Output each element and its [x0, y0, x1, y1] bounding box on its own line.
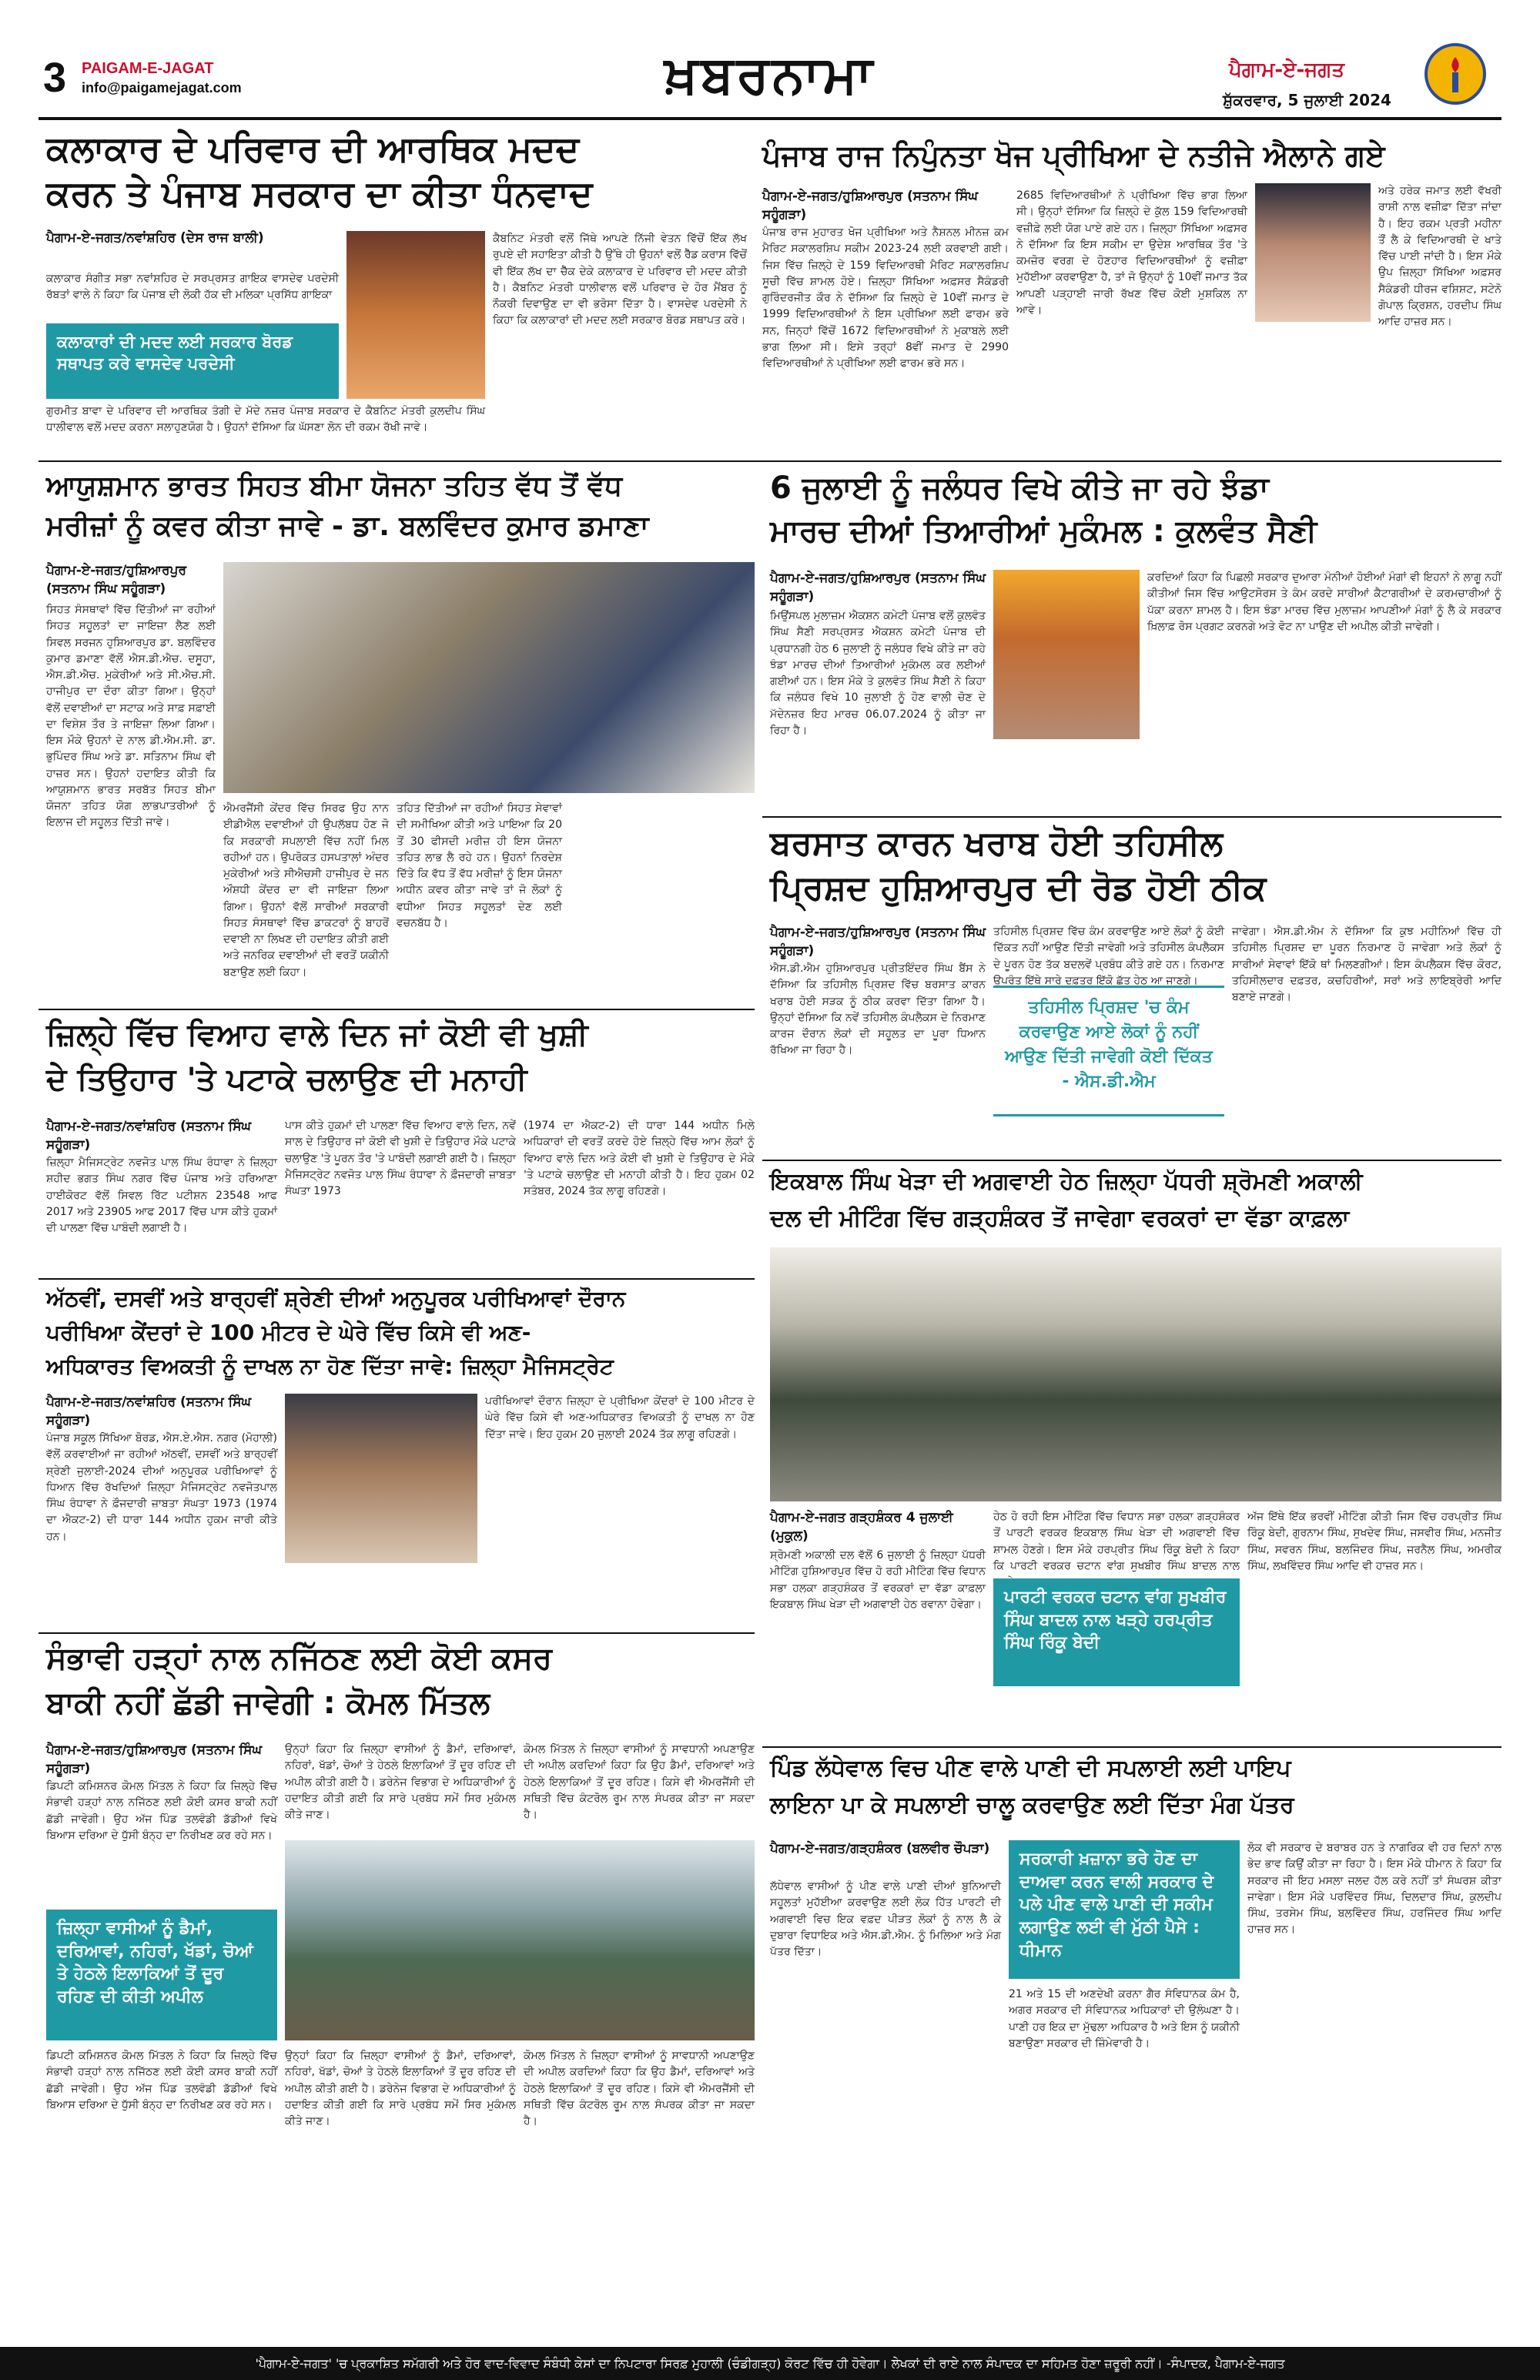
article-body: ਜ਼ਿਲ੍ਹਾ ਮੈਜਿਸਟ੍ਰੇਟ ਨਵਜੋਤ ਪਾਲ ਸਿੰਘ ਰੰਧਾਵਾ ਨੇ ਜ਼ਿਲ੍ਹਾ ਸ਼ਹੀਦ ਭਗਤ ਸਿੰਘ ਨਗਰ ਵਿੱਚ ਪੰਜਾਬ ਅਤੇ ਹਰਿਆਣਾ ਹਾਈਕੋਰਟ ਵੱਲੋਂ ਸਿਵਲ ਰਿੱਟ ਪਟੀਸ਼ਨ 23548 ਆਫ 2017 ਅਤੇ 23905 ਆਫ 2017 ਵਿੱਚ ਪਾਸ ਕੀਤੇ ਹੁਕਮਾਂ ਦੀ ਪਾਲਣਾ ਵਿੱਚ ਪਾਬੰਦੀ ਲਗਾਈ ਹੈ। [46, 1157, 277, 1235]
headline: ਪਰੀਖਿਆ ਕੇਂਦਰਾਂ ਦੇ 100 ਮੀਟਰ ਦੇ ਘੇਰੇ ਵਿੱਚ ਕਿਸੇ ਵੀ ਅਣ- [46, 1320, 531, 1345]
photo-river-inspection [285, 1840, 755, 2040]
article-body: ਕੋਮਲ ਮਿੱਤਲ ਨੇ ਜ਼ਿਲ੍ਹਾ ਵਾਸੀਆਂ ਨੂੰ ਸਾਵਧਾਨੀ ਅਪਣਾਉਣ ਦੀ ਅਪੀਲ ਕਰਦਿਆਂ ਕਿਹਾ ਕਿ ਉਹ ਡੈਮਾਂ, ਦਰਿਆਵਾਂ ਅਤੇ ਹੇਠਲੇ ਇਲਾਕਿਆਂ ਤੋਂ ਦੂਰ ਰਹਿਣ। ਕਿਸੇ ਵੀ ਐਮਰਜੈਂਸੀ ਦੀ ਸਥਿਤੀ ਵਿੱਚ ਕੰਟਰੋਲ ਰੂਮ ਨਾਲ ਸੰਪਰਕ ਕੀਤਾ ਜਾ ਸਕਦਾ ਹੈ। [524, 2050, 755, 2128]
torch-logo-icon [1424, 43, 1486, 105]
page-number: 3 [43, 55, 67, 101]
article-body: ਕਲਾਕਾਰ ਸੰਗੀਤ ਸਭਾ ਨਵਾਂਸ਼ਹਿਰ ਦੇ ਸਰਪ੍ਰਸਤ ਗਾਇਕ ਵਾਸਦੇਵ ਪਰਦੇਸੀ ਰੱਬਤਾਂ ਵਾਲੇ ਨੇ ਕਿਹਾ ਕਿ ਪੰਜਾਬ ਦੀ ਲੋਕੀ ਹੱਕ ਦੀ ਮਲਿਕਾ ਪ੍ਰਸਿੱਧ ਗਾਇਕਾ [46, 273, 339, 302]
article-body: ਡਿਪਟੀ ਕਮਿਸ਼ਨਰ ਕੋਮਲ ਮਿੱਤਲ ਨੇ ਕਿਹਾ ਕਿ ਜ਼ਿਲ੍ਹੇ ਵਿੱਚ ਸੰਭਾਵੀ ਹੜ੍ਹਾਂ ਨਾਲ ਨਜਿੱਠਣ ਲਈ ਕੋਈ ਕਸਰ ਬਾਕੀ ਨਹੀਂ ਛੱਡੀ ਜਾਵੇਗੀ। ਉਹ ਅੱਜ ਪਿੰਡ ਤਲਵੰਡੀ ਡੱਡੀਆਂ ਵਿਖੇ ਬਿਆਸ ਦਰਿਆ ਦੇ ਧੁੱਸੀ ਬੰਨ੍ਹ ਦਾ ਨਿਰੀਖਣ ਕਰ ਰਹੇ ਸਨ। [46, 2050, 277, 2111]
email-link[interactable]: info@paigamejagat.com [82, 80, 242, 95]
headline: ਜ਼ਿਲ੍ਹੇ ਵਿੱਚ ਵਿਆਹ ਵਾਲੇ ਦਿਨ ਜਾਂ ਕੋਈ ਵੀ ਖੁਸ਼ੀ [46, 1017, 588, 1053]
headline: ਪਿੰਡ ਲੱਧੇਵਾਲ ਵਿਚ ਪੀਣ ਵਾਲੇ ਪਾਣੀ ਦੀ ਸਪਲਾਈ ਲਈ ਪਾਇਪ [770, 1755, 1291, 1782]
headline: ਆਯੁਸ਼ਮਾਨ ਭਾਰਤ ਸਿਹਤ ਬੀਮਾ ਯੋਜਨਾ ਤਹਿਤ ਵੱਧ ਤੋਂ ਵੱਧ [46, 470, 623, 502]
byline: ਪੈਗਾਮ-ਏ-ਜਗਤ/ਹੁਸ਼ਿਆਰਪੁਰ (ਸਤਨਾਮ ਸਿੰਘ ਸਹੂੰਗੜਾ) [46, 1742, 262, 1776]
article-body: ਉਨ੍ਹਾਂ ਕਿਹਾ ਕਿ ਜ਼ਿਲ੍ਹਾ ਵਾਸੀਆਂ ਨੂੰ ਡੈਮਾਂ, ਦਰਿਆਵਾਂ, ਨਹਿਰਾਂ, ਖੱਡਾਂ, ਚੋਆਂ ਤੇ ਹੇਠਲੇ ਇਲਾਕਿਆਂ ਤੋਂ ਦੂਰ ਰਹਿਣ ਦੀ ਅਪੀਲ ਕੀਤੀ ਗਈ ਹੈ। ਡਰੇਨੇਜ ਵਿਭਾਗ ਦੇ ਅਧਿਕਾਰੀਆਂ ਨੂੰ ਹਦਾਇਤ ਕੀਤੀ ਗਈ ਕਿ ਸਾਰੇ ਪ੍ਰਬੰਧ ਸਮੇਂ ਸਿਰ ਮੁਕੰਮਲ ਕੀਤੇ ਜਾਣ। [285, 2050, 516, 2128]
article-body: ਪਾਸ ਕੀਤੇ ਹੁਕਮਾਂ ਦੀ ਪਾਲਣਾ ਵਿੱਚ ਵਿਆਹ ਵਾਲੇ ਦਿਨ, ਨਵੇਂ ਸਾਲ ਦੇ ਤਿਉਹਾਰ ਜਾਂ ਕੋਈ ਵੀ ਖੁਸ਼ੀ ਦੇ ਤਿਉਹਾਰ ਮੌਕੇ ਪਟਾਕੇ ਚਲਾਉਣ 'ਤੇ ਪੂਰਨ ਤੌਰ 'ਤੇ ਪਾਬੰਦੀ ਲਗਾਈ ਗਈ ਹੈ। ਜ਼ਿਲ੍ਹਾ ਮੈਜਿਸਟ੍ਰੇਟ ਨਵਜੋਤ ਪਾਲ ਸਿੰਘ ਰੰਧਾਵਾ ਨੇ ਫ਼ੌਜਦਾਰੀ ਜ਼ਾਬਤਾ ਸੰਘਤਾ 1973 [285, 1120, 516, 1198]
headline: 6 ਜੁਲਾਈ ਨੂੰ ਜਲੰਧਰ ਵਿਖੇ ਕੀਤੇ ਜਾ ਰਹੇ ਝੰਡਾ [770, 470, 1269, 506]
byline: ਪੈਗਾਮ-ਏ-ਜਗਤ/ਹੁਸ਼ਿਆਰਪੁਰ (ਸਤਨਾਮ ਸਿੰਘ ਸਹੂੰਗੜਾ) [762, 189, 978, 223]
article-body: 21 ਅਤੇ 15 ਦੀ ਅਣਦੇਖੀ ਕਰਨਾ ਗੈਰ ਸੰਵਿਧਾਨਕ ਕੰਮ ਹੈ, ਅਗਰ ਸਰਕਾਰ ਦੀ ਸੰਵਿਧਾਨਕ ਅਧਿਕਾਰਾਂ ਦੀ ਉਲੰਘਣਾ ਹੈ। ਪਾਣੀ ਹਰ ਇਕ ਦਾ ਮੁੱਢਲਾ ਅਧਿਕਾਰ ਹੈ ਅਤੇ ਇਸ ਨੂੰ ਯਕੀਨੀ ਬਣਾਉਣਾ ਸਰਕਾਰ ਦੀ ਜ਼ਿੰਮੇਵਾਰੀ ਹੈ। [1009, 1988, 1240, 2050]
section-title: ਖ਼ਬਰਨਾਮਾ [665, 45, 875, 105]
headline: ਮਾਰਚ ਦੀਆਂ ਤਿਆਰੀਆਂ ਮੁਕੰਮਲ : ਕੁਲਵੰਤ ਸੈਣੀ [770, 514, 1317, 549]
photo-district-magistrate [285, 1394, 477, 1563]
headline: ਪ੍ਰਿਸ਼ਦ ਹੁਸ਼ਿਆਰਪੁਰ ਦੀ ਰੋਡ ਹੋਈ ਠੀਕ [770, 869, 1267, 908]
pull-quote: ਕਲਾਕਾਰਾਂ ਦੀ ਮਦਦ ਲਈ ਸਰਕਾਰ ਬੋਰਡ ਸਥਾਪਤ ਕਰੇ ਵਾਸਦੇਵ ਪਰਦੇਸੀ [46, 323, 339, 399]
byline: ਪੈਗਾਮ-ਏ-ਜਗਤ/ਹੁਸ਼ਿਆਰਪੁਰ (ਸਤਨਾਮ ਸਿੰਘ ਸਹੂੰਗੜਾ) [770, 925, 986, 959]
article-body: ਕੈਬਨਿਟ ਮੰਤਰੀ ਵਲੋਂ ਜਿੱਥੇ ਆਪਣੇ ਨਿੱਜੀ ਵੇਤਨ ਵਿੱਚੋਂ ਇੱਕ ਲੱਖ ਰੁਪਏ ਦੀ ਸਹਾਇਤਾ ਕੀਤੀ ਹੈ ਉੱਥੇ ਹੀ ਉਹਨਾਂ ਵਲੋਂ ਰੈੱਡ ਕਰਾਸ ਵਿੱਚੋਂ ਵੀ ਇੱਕ ਲੱਖ ਦਾ ਚੈੱਕ ਦੇਕੇ ਕਲਾਕਾਰ ਦੇ ਪਰਿਵਾਰ ਦੀ ਮਦਦ ਕੀਤੀ ਹੈ। ਕੈਬਨਿਟ ਮੰਤਰੀ ਧਾਲੀਵਾਲ ਵਲੋਂ ਪਰਿਵਾਰ ਦੇ ਹੋਰ ਮੈਂਬਰ ਨੂੰ ਨੌਕਰੀ ਦਿਵਾਉਣ ਦਾ ਵੀ ਭਰੋਸਾ ਦਿੱਤਾ ਹੈ। ਵਾਸਦੇਵ ਪਰਦੇਸੀ ਨੇ ਕਿਹਾ ਕਿ ਕਲਾਕਾਰਾਂ ਦੀ ਮਦਦ ਲਈ ਸਰਕਾਰ ਬੋਰਡ ਸਥਾਪਤ ਕਰੇ। [493, 233, 747, 327]
logo-text: ਪੈਗਾਮ-ਏ-ਜਗਤ [1229, 59, 1344, 82]
byline: ਪੈਗਾਮ-ਏ-ਜਗਤ/ਨਵਾਂਸ਼ਹਿਰ (ਸਤਨਾਮ ਸਿੰਘ ਸਹੂੰਗੜਾ) [46, 1119, 252, 1153]
pull-quote: ਸਰਕਾਰੀ ਖ਼ਜ਼ਾਨਾ ਭਰੇ ਹੋਣ ਦਾ ਦਾਅਵਾ ਕਰਨ ਵਾਲੀ ਸਰਕਾਰ ਦੇ ਪਲੇ ਪੀਣ ਵਾਲੇ ਪਾਣੀ ਦੀ ਸਕੀਮ ਲਗਾਉਣ ਲਈ ਵੀ ਮੁੱਠੀ ਪੈਸੇ : ਧੀਮਾਨ [1009, 1840, 1240, 1979]
article-body: ਪੰਜਾਬ ਸਕੂਲ ਸਿੱਖਿਆ ਬੋਰਡ, ਐਸ.ਏ.ਐਸ. ਨਗਰ (ਮੋਹਾਲੀ) ਵੱਲੋਂ ਕਰਵਾਈਆਂ ਜਾ ਰਹੀਆਂ ਅੱਠਵੀਂ, ਦਸਵੀਂ ਅਤੇ ਬਾਰ੍ਹਵੀਂ ਸ਼੍ਰੇਣੀ ਜੁਲਾਈ-2024 ਦੀਆਂ ਅਨੁਪੂਰਕ ਪਰੀਖਿਆਵਾਂ ਨੂੰ ਧਿਆਨ ਵਿੱਚ ਰੱਖਦਿਆਂ ਜ਼ਿਲ੍ਹਾ ਮੈਜਿਸਟ੍ਰੇਟ ਨਵਜੋਤਪਾਲ ਸਿੰਘ ਰੰਧਾਵਾ ਨੇ ਫ਼ੌਜਦਾਰੀ ਜ਼ਾਬਤਾ ਸੰਘਤਾ 1973 (1974 ਦਾ ਐਕਟ-2) ਦੀ ਧਾਰਾ 144 ਅਧੀਨ ਹੁਕਮ ਜਾਰੀ ਕੀਤੇ ਹਨ। [46, 1432, 277, 1543]
headline: ਮਰੀਜ਼ਾਂ ਨੂੰ ਕਵਰ ਕੀਤਾ ਜਾਵੇ - ਡਾ. ਬਲਵਿੰਦਰ ਕੁਮਾਰ ਡਮਾਣਾ [46, 510, 649, 542]
photo-singer [346, 231, 485, 399]
divider [38, 1009, 755, 1010]
headline: ਬਾਕੀ ਨਹੀਂ ਛੱਡੀ ਜਾਵੇਗੀ : ਕੋਮਲ ਮਿੱਤਲ [46, 1685, 490, 1721]
pull-quote: ਤਹਿਸੀਲ ਪ੍ਰਿਸ਼ਦ 'ਚ ਕੰਮ ਕਰਵਾਉਣ ਆਏ ਲੋਕਾਂ ਨੂੰ ਨਹੀਂ ਆਉਣ ਦਿੱਤੀ ਜਾਵੇਗੀ ਕੋਈ ਦਿੱਕਤ - ਐਸ.ਡੀ.ਐਮ [993, 986, 1224, 1116]
photo-kulwant-saini [993, 570, 1140, 739]
brand-name: PAIGAM-E-JAGAT [82, 60, 214, 77]
divider [762, 1160, 1502, 1161]
article-body: ਗੁਰਮੀਤ ਬਾਵਾ ਦੇ ਪਰਿਵਾਰ ਦੀ ਆਰਥਿਕ ਤੰਗੀ ਦੇ ਮੱਦੇ ਨਜ਼ਰ ਪੰਜਾਬ ਸਰਕਾਰ ਦੇ ਕੈਬਨਿਟ ਮੰਤਰੀ ਕੁਲਦੀਪ ਸਿੰਘ ਧਾਲੀਵਾਲ ਵਲੋਂ ਮਦਦ ਕਰਨਾ ਸਲਾਹੁਣਯੋਗ ਹੈ। ਉਹਨਾਂ ਦੱਸਿਆ ਕਿ ਘੱਸਣਾ ਲੋਨ ਦੀ ਰਕਮ ਰੱਖੀ ਜਾਵੇ। [46, 405, 485, 434]
article-body: ਕਰਦਿਆਂ ਕਿਹਾ ਕਿ ਪਿਛਲੀ ਸਰਕਾਰ ਦੁਆਰਾ ਮੰਨੀਆਂ ਹੋਈਆਂ ਮੰਗਾਂ ਵੀ ਇਹਨਾਂ ਨੇ ਲਾਗੂ ਨਹੀਂ ਕੀਤੀਆਂ ਜਿਸ ਵਿੱਚ ਆਉਟਸੋਰਸ ਤੇ ਕੰਮ ਕਰਦੇ ਸਾਰੀਆਂ ਕੈਟਾਗਰੀਆਂ ਦੇ ਕਰਮਚਾਰੀਆਂ ਨੂੰ ਪੱਕਾ ਕਰਨਾ ਸ਼ਾਮਲ ਹੈ। ਇਸ ਝੰਡਾ ਮਾਰਚ ਵਿੱਚ ਮੁਲਾਜ਼ਮ ਆਪਣੀਆਂ ਮੰਗਾਂ ਨੂੰ ਲੈ ਕੇ ਸਰਕਾਰ ਖ਼ਿਲਾਫ਼ ਰੋਸ ਪ੍ਰਗਟ ਕਰਨਗੇ ਅਤੇ ਵੋਟ ਨਾ ਪਾਉਣ ਦੀ ਅਪੀਲ ਕੀਤੀ ਜਾਵੇਗੀ। [1147, 571, 1502, 633]
headline: ਅਧਿਕਾਰਤ ਵਿਅਕਤੀ ਨੂੰ ਦਾਖਲ ਨਾ ਹੋਣ ਦਿੱਤਾ ਜਾਵੇ: ਜ਼ਿਲ੍ਹਾ ਮੈਜਿਸਟ੍ਰੇਟ [46, 1354, 614, 1379]
photo-hospital-visit [223, 562, 755, 793]
article-body: ਤਹਿਤ ਦਿੱਤੀਆਂ ਜਾ ਰਹੀਆਂ ਸਿਹਤ ਸੇਵਾਵਾਂ ਦੀ ਸਮੀਖਿਆ ਕੀਤੀ ਅਤੇ ਪਾਇਆ ਕਿ 20 ਤੋਂ 30 ਫੀਸਦੀ ਮਰੀਜ਼ ਹੀ ਇਸ ਯੋਜਨਾ ਤਹਿਤ ਲਾਭ ਲੈ ਰਹੇ ਹਨ। ਉਹਨਾਂ ਨਿਰਦੇਸ਼ ਦਿੱਤੇ ਕਿ ਵੱਧ ਤੋਂ ਵੱਧ ਮਰੀਜ਼ਾਂ ਨੂੰ ਇਸ ਯੋਜਨਾ ਅਧੀਨ ਕਵਰ ਕੀਤਾ ਜਾਵੇ ਤਾਂ ਜੋ ਲੋਕਾਂ ਨੂੰ ਵਧੀਆ ਸਿਹਤ ਸਹੂਲਤਾਂ ਦੇਣ ਲਈ ਵਚਨਬੱਧ ਹੈ। [397, 802, 562, 929]
article-body: ਐਸ.ਡੀ.ਐਮ ਹੁਸ਼ਿਆਰਪੁਰ ਪ੍ਰੀਤਇੰਦਰ ਸਿੰਘ ਬੈਂਸ ਨੇ ਦੱਸਿਆ ਕਿ ਤਹਿਸੀਲ ਪ੍ਰਿਸ਼ਦ ਵਿੱਚ ਬਰਸਾਤ ਕਾਰਨ ਖਰਾਬ ਹੋਈ ਸੜਕ ਨੂੰ ਠੀਕ ਕਰਵਾ ਦਿੱਤਾ ਗਿਆ ਹੈ। ਉਨ੍ਹਾਂ ਦੱਸਿਆ ਕਿ ਨਵੇਂ ਤਹਿਸੀਲ ਕੰਪਲੈਕਸ ਦੇ ਨਿਰਮਾਣ ਕਾਰਜ ਦੌਰਾਨ ਲੋਕਾਂ ਦੀ ਸਹੂਲਤ ਦਾ ਪੂਰਾ ਧਿਆਨ ਰੱਖਿਆ ਜਾ ਰਿਹਾ ਹੈ। [770, 962, 986, 1057]
article-body: ਸ਼੍ਰੋਮਣੀ ਅਕਾਲੀ ਦਲ ਵੱਲੋਂ 6 ਜੁਲਾਈ ਨੂੰ ਜ਼ਿਲ੍ਹਾ ਪੱਧਰੀ ਮੀਟਿੰਗ ਹੁਸ਼ਿਆਰਪੁਰ ਵਿੱਚ ਹੋ ਰਹੀ ਮੀਟਿੰਗ ਵਿੱਚ ਵਿਧਾਨ ਸਭਾ ਹਲਕਾ ਗੜ੍ਹਸ਼ੰਕਰ ਤੋਂ ਵਰਕਰਾਂ ਦਾ ਵੱਡਾ ਕਾਫ਼ਲਾ ਇਕਬਾਲ ਸਿੰਘ ਖੇੜਾ ਦੀ ਅਗਵਾਈ ਹੇਠ ਰਵਾਨਾ ਹੋਵੇਗਾ। [770, 1549, 986, 1611]
issue-date: ਸ਼ੁੱਕਰਵਾਰ, 5 ਜੁਲਾਈ 2024 [1223, 91, 1391, 109]
pull-quote: ਜ਼ਿਲ੍ਹਾ ਵਾਸੀਆਂ ਨੂੰ ਡੈਮਾਂ, ਦਰਿਆਵਾਂ, ਨਹਿਰਾਂ, ਖੱਡਾਂ, ਚੋਆਂ ਤੇ ਹੇਠਲੇ ਇਲਾਕਿਆਂ ਤੋਂ ਦੂਰ ਰਹਿਣ ਦੀ ਕੀਤੀ ਅਪੀਲ [46, 1910, 277, 2040]
photo-education-officer [1255, 183, 1371, 322]
byline: ਪੈਗਾਮ-ਏ-ਜਗਤ/ਨਵਾਂਸ਼ਹਿਰ (ਸਤਨਾਮ ਸਿੰਘ ਸਹੂੰਗੜਾ) [46, 1394, 252, 1428]
headline: ਦੇ ਤਿਉਹਾਰ 'ਤੇ ਪਟਾਕੇ ਚਲਾਉਣ ਦੀ ਮਨਾਹੀ [46, 1062, 527, 1097]
headline: ਅੱਠਵੀਂ, ਦਸਵੀਂ ਅਤੇ ਬਾਰ੍ਹਵੀਂ ਸ਼੍ਰੇਣੀ ਦੀਆਂ ਅਨੁਪੂਰਕ ਪਰੀਖਿਆਵਾਂ ਦੌਰਾਨ [46, 1286, 626, 1311]
article-body: 2685 ਵਿਦਿਆਰਥੀਆਂ ਨੇ ਪ੍ਰੀਖਿਆ ਵਿੱਚ ਭਾਗ ਲਿਆ ਸੀ। ਉਨ੍ਹਾਂ ਦੱਸਿਆ ਕਿ ਜ਼ਿਲ੍ਹੇ ਦੇ ਕੁੱਲ 159 ਵਿਦਿਆਰਥੀ ਵਜ਼ੀਫ਼ੇ ਲਈ ਯੋਗ ਪਾਏ ਗਏ ਹਨ। ਜ਼ਿਲ੍ਹਾ ਸਿੱਖਿਆ ਅਫ਼ਸਰ ਨੇ ਦੱਸਿਆ ਕਿ ਇਸ ਸਕੀਮ ਦਾ ਉਦੇਸ਼ ਆਰਥਿਕ ਤੌਰ 'ਤੇ ਕਮਜ਼ੋਰ ਵਰਗ ਦੇ ਹੋਣਹਾਰ ਵਿਦਿਆਰਥੀਆਂ ਨੂੰ ਵਜ਼ੀਫ਼ਾ ਮੁਹੱਈਆ ਕਰਵਾਉਣਾ ਹੈ, ਤਾਂ ਜੋ ਉਨ੍ਹਾਂ ਨੂੰ 10ਵੀਂ ਜਮਾਤ ਤੱਕ ਆਪਣੀ ਪੜ੍ਹਾਈ ਜਾਰੀ ਰੱਖਣ ਵਿੱਚ ਕੋਈ ਮੁਸ਼ਕਿਲ ਨਾ ਆਵੇ। [1016, 189, 1247, 316]
article-body: ਅੱਜ ਇੱਥੇ ਇੱਕ ਭਰਵੀਂ ਮੀਟਿੰਗ ਕੀਤੀ ਜਿਸ ਵਿੱਚ ਹਰਪ੍ਰੀਤ ਸਿੰਘ ਰਿੰਕੂ ਬੇਦੀ, ਗੁਰਨਾਮ ਸਿੰਘ, ਸੁਖਦੇਵ ਸਿੰਘ, ਜਸਵੀਰ ਸਿੰਘ, ਮਨਜੀਤ ਸਿੰਘ, ਸਵਰਨ ਸਿੰਘ, ਬਲਜਿੰਦਰ ਸਿੰਘ, ਜਰਨੈਲ ਸਿੰਘ, ਅਮਰੀਕ ਸਿੰਘ, ਲਖਵਿੰਦਰ ਸਿੰਘ ਆਦਿ ਵੀ ਹਾਜ਼ਰ ਸਨ। [1247, 1511, 1502, 1572]
headline: ਦਲ ਦੀ ਮੀਟਿੰਗ ਵਿੱਚ ਗੜ੍ਹਸ਼ੰਕਰ ਤੋਂ ਜਾਵੇਗਾ ਵਰਕਰਾਂ ਦਾ ਵੱਡਾ ਕਾਫ਼ਲਾ [770, 1205, 1350, 1232]
headline: ਬਰਸਾਤ ਕਾਰਨ ਖਰਾਬ ਹੋਈ ਤਹਿਸੀਲ [770, 824, 1224, 863]
headline: ਸੰਭਾਵੀ ਹੜ੍ਹਾਂ ਨਾਲ ਨਜਿੱਠਣ ਲਈ ਕੋਈ ਕਸਰ [46, 1641, 552, 1676]
article-body: (1974 ਦਾ ਐਕਟ-2) ਦੀ ਧਾਰਾ 144 ਅਧੀਨ ਮਿਲੇ ਅਧਿਕਾਰਾਂ ਦੀ ਵਰਤੋਂ ਕਰਦੇ ਹੋਏ ਜ਼ਿਲ੍ਹੇ ਵਿੱਚ ਆਮ ਲੋਕਾਂ ਨੂੰ ਵਿਆਹ ਵਾਲੇ ਦਿਨ ਅਤੇ ਕੋਈ ਵੀ ਖੁਸ਼ੀ ਦੇ ਤਿਉਹਾਰ ਦੇ ਮੌਕੇ 'ਤੇ ਪਟਾਕੇ ਚਲਾਉਣ ਦੀ ਮਨਾਹੀ ਕੀਤੀ ਹੈ। ਇਹ ਹੁਕਮ 02 ਸਤੰਬਰ, 2024 ਤੱਕ ਲਾਗੂ ਰਹਿਣਗੇ। [524, 1120, 755, 1198]
article-body: ਲੋਕ ਵੀ ਸਰਕਾਰ ਦੇ ਬਰਾਬਰ ਹਨ ਤੇ ਨਾਗਰਿਕ ਵੀ ਹਰ ਦਿਨਾਂ ਨਾਲ ਭੇਦ ਭਾਵ ਕਿਉਂ ਕੀਤਾ ਜਾ ਰਿਹਾ ਹੈ। ਇਸ ਮੌਕੇ ਧੀਮਾਨ ਨੇ ਕਿਹਾ ਕਿ ਸਰਕਾਰ ਜੀ ਇਹ ਮਸਲਾ ਜਲਦ ਹੱਲ ਕਰੇ ਨਹੀਂ ਤਾਂ ਸੰਘਰਸ਼ ਕੀਤਾ ਜਾਵੇਗਾ। ਇਸ ਮੌਕੇ ਪਰਵਿੰਦਰ ਸਿੰਘ, ਦਿਲਦਾਰ ਸਿੰਘ, ਕੁਲਦੀਪ ਸਿੰਘ, ਤਰਸੇਮ ਸਿੰਘ, ਬਲਵਿੰਦਰ ਸਿੰਘ, ਹਰਜਿੰਦਰ ਸਿੰਘ ਆਦਿ ਹਾਜ਼ਰ ਸਨ। [1247, 1842, 1502, 1936]
article-body: ਉਨ੍ਹਾਂ ਕਿਹਾ ਕਿ ਜ਼ਿਲ੍ਹਾ ਵਾਸੀਆਂ ਨੂੰ ਡੈਮਾਂ, ਦਰਿਆਵਾਂ, ਨਹਿਰਾਂ, ਖੱਡਾਂ, ਚੋਆਂ ਤੇ ਹੇਠਲੇ ਇਲਾਕਿਆਂ ਤੋਂ ਦੂਰ ਰਹਿਣ ਦੀ ਅਪੀਲ ਕੀਤੀ ਗਈ ਹੈ। ਡਰੇਨੇਜ ਵਿਭਾਗ ਦੇ ਅਧਿਕਾਰੀਆਂ ਨੂੰ ਹਦਾਇਤ ਕੀਤੀ ਗਈ ਕਿ ਸਾਰੇ ਪ੍ਰਬੰਧ ਸਮੇਂ ਸਿਰ ਮੁਕੰਮਲ ਕੀਤੇ ਜਾਣ। [285, 1743, 516, 1822]
article-body: ਪਰੀਖਿਆਵਾਂ ਦੌਰਾਨ ਜ਼ਿਲ੍ਹਾ ਦੇ ਪ੍ਰੀਖਿਆ ਕੇਂਦਰਾਂ ਦੇ 100 ਮੀਟਰ ਦੇ ਘੇਰੇ ਵਿੱਚ ਕਿਸੇ ਵੀ ਅਣ-ਅਧਿਕਾਰਤ ਵਿਅਕਤੀ ਨੂੰ ਦਾਖਲ ਨਾ ਹੋਣ ਦਿੱਤਾ ਜਾਵੇ। ਇਹ ਹੁਕਮ 20 ਜੁਲਾਈ 2024 ਤੱਕ ਲਾਗੂ ਰਹਿਣਗੇ। [485, 1395, 755, 1441]
byline: ਪੈਗਾਮ-ਏ-ਜਗਤ ਗੜ੍ਹਸ਼ੰਕਰ 4 ਜੁਲਾਈ (ਮੁਕੁਲ) [770, 1510, 953, 1544]
byline: ਪੈਗਾਮ-ਏ-ਜਗਤ/ਹੁਸ਼ਿਆਰਪੁਰ (ਸਤਨਾਮ ਸਿੰਘ ਸਹੂੰਗੜਾ) [46, 563, 187, 597]
divider [38, 460, 1502, 462]
masthead [0, 0, 1540, 115]
article-body: ਮਿਉਂਸਪਲ ਮੁਲਾਜ਼ਮ ਐਕਸ਼ਨ ਕਮੇਟੀ ਪੰਜਾਬ ਵਲੋਂ ਕੁਲਵੰਤ ਸਿੰਘ ਸੈਣੀ ਸਰਪ੍ਰਸਤ ਐਕਸ਼ਨ ਕਮੇਟੀ ਪੰਜਾਬ ਦੀ ਪ੍ਰਧਾਨਗੀ ਹੇਠ 6 ਜੁਲਾਈ ਨੂੰ ਜਲੰਧਰ ਵਿਖੇ ਕੀਤੇ ਜਾ ਰਹੇ ਝੰਡਾ ਮਾਰਚ ਦੀਆਂ ਤਿਆਰੀਆਂ ਮੁਕੰਮਲ ਕਰ ਲਈਆਂ ਗਈਆਂ ਹਨ। ਇਸ ਮੌਕੇ ਤੇ ਕੁਲਵੰਤ ਸਿੰਘ ਸੈਣੀ ਨੇ ਕਿਹਾ ਕਿ ਜਲੰਧਰ ਵਿਖੇ 10 ਜੁਲਾਈ ਨੂੰ ਹੋਣ ਵਾਲੀ ਚੋਣ ਦੇ ਮੱਦੇਨਜ਼ਰ ਇਹ ਮਾਰਚ 06.07.2024 ਨੂੰ ਕੀਤਾ ਜਾ ਰਿਹਾ ਹੈ। [770, 610, 986, 737]
divider [38, 1632, 755, 1634]
article-body: ਅਤੇ ਹਰੇਕ ਜਮਾਤ ਲਈ ਵੱਖਰੀ ਰਾਸ਼ੀ ਨਾਲ ਵਜ਼ੀਫ਼ਾ ਦਿੱਤਾ ਜਾਂਦਾ ਹੈ। ਇਹ ਰਕਮ ਪ੍ਰਤੀ ਮਹੀਨਾ ਤੌਂ ਲੈ ਕੇ ਵਿਦਿਆਰਥੀ ਦੇ ਖਾਤੇ ਵਿੱਚ ਪਾਈ ਜਾਂਦੀ ਹੈ। ਇਸ ਮੌਕੇ ਉਪ ਜ਼ਿਲ੍ਹਾ ਸਿੱਖਿਆ ਅਫ਼ਸਰ ਸੈਕੰਡਰੀ ਧੀਰਜ ਵਸ਼ਿਸ਼ਟ, ਸਟੇਨੋ ਗੋਪਾਲ ਕ੍ਰਿਸ਼ਨ, ਹਰਦੀਪ ਸਿੰਘ ਆਦਿ ਹਾਜ਼ਰ ਸਨ। [1378, 185, 1502, 329]
byline: ਪੈਗਾਮ-ਏ-ਜਗਤ/ਨਵਾਂਸ਼ਹਿਰ (ਦੇਸ ਰਾਜ ਬਾਲੀ) [46, 230, 264, 246]
divider [762, 1746, 1502, 1748]
article-body: ਲੱਧੇਵਾਲ ਵਾਸੀਆਂ ਨੂੰ ਪੀਣ ਵਾਲੇ ਪਾਣੀ ਦੀਆਂ ਬੁਨਿਆਦੀ ਸਹੂਲਤਾਂ ਮੁਹੱਈਆ ਕਰਵਾਉਣ ਲਈ ਲੋਕ ਹਿੱਤ ਪਾਰਟੀ ਦੀ ਅਗਵਾਈ ਵਿਚ ਇਕ ਵਫ਼ਦ ਪੀੜਤ ਲੋਕਾਂ ਨੂੰ ਨਾਲ ਲੈ ਕੇ ਦੁਬਾਰਾ ਵਿਧਾਇਕ ਅਤੇ ਐਸ.ਡੀ.ਐਮ. ਨੂੰ ਮਿਲਿਆ ਅਤੇ ਮੰਗ ਪੱਤਰ ਦਿੱਤਾ। [770, 1880, 1001, 1959]
headline: ਲਾਇਨਾ ਪਾ ਕੇ ਸਪਲਾਈ ਚਾਲੂ ਕਰਵਾਉਣ ਲਈ ਦਿੱਤਾ ਮੰਗ ਪੱਤਰ [770, 1792, 1294, 1819]
headline: ਕਲਾਕਾਰ ਦੇ ਪਰਿਵਾਰ ਦੀ ਆਰਥਿਕ ਮਦਦ [46, 128, 580, 169]
article-body: ਐਮਰਜੈਂਸੀ ਕੇਂਦਰ ਵਿੱਚ ਸਿਰਫ ਉਹ ਨਾਨ ਈਡੀਐਲ ਦਵਾਈਆਂ ਹੀ ਉਪਲੱਬਧ ਹੋਣ ਜੋ ਕਿ ਸਰਕਾਰੀ ਸਪਲਾਈ ਵਿੱਚ ਨਹੀਂ ਮਿਲ ਰਹੀਆਂ ਹਨ। ਉਪਰੋਕਤ ਹਸਪਤਾਲਾਂ ਅੰਦਰ ਮੁਕੇਰੀਆਂ ਅਤੇ ਸੀਐਚਸੀ ਹਾਜੀਪੁਰ ਦੇ ਜਨ ਔਸ਼ਧੀ ਕੇਂਦਰ ਦਾ ਵੀ ਜਾਇਜ਼ਾ ਲਿਆ ਗਿਆ। ਉਹਨਾਂ ਵੱਲੋਂ ਸਾਰੀਆਂ ਸਰਕਾਰੀ ਸਿਹਤ ਸੰਸਥਾਵਾਂ ਵਿੱਚ ਡਾਕਟਰਾਂ ਨੂੰ ਬਾਹਰੋਂ ਦਵਾਈ ਨਾ ਲਿਖਣ ਦੀ ਹਦਾਇਤ ਕੀਤੀ ਗਈ ਅਤੇ ਜਨਰਿਕ ਦਵਾਈਆਂ ਦੀ ਵਰਤੋਂ ਯਕੀਨੀ ਬਣਾਉਣ ਲਈ ਕਿਹਾ। [223, 802, 389, 979]
article-body: ਤਹਿਸੀਲ ਪ੍ਰਿਸ਼ਦ ਵਿੱਚ ਕੰਮ ਕਰਵਾਉਣ ਆਏ ਲੋਕਾਂ ਨੂੰ ਕੋਈ ਦਿੱਕਤ ਨਹੀਂ ਆਉਣ ਦਿੱਤੀ ਜਾਵੇਗੀ ਅਤੇ ਤਹਿਸੀਲ ਕੰਪਲੈਕਸ ਦੇ ਪੂਰਨ ਹੋਣ ਤੱਕ ਬਦਲਵੇਂ ਪ੍ਰਬੰਧ ਕੀਤੇ ਗਏ ਹਨ। ਨਿਰਮਾਣ ਉਪਰੰਤ ਇੱਥੇ ਸਾਰੇ ਦਫ਼ਤਰ ਇੱਕੋ ਛੱਤ ਹੇਠ ਆ ਜਾਣਗੇ। [993, 926, 1224, 987]
headline: ਕਰਨ ਤੇ ਪੰਜਾਬ ਸਰਕਾਰ ਦਾ ਕੀਤਾ ਧੰਨਵਾਦ [46, 172, 593, 214]
divider [38, 1278, 755, 1280]
headline: ਇਕਬਾਲ ਸਿੰਘ ਖੇੜਾ ਦੀ ਅਗਵਾਈ ਹੇਠ ਜ਼ਿਲ੍ਹਾ ਪੱਧਰੀ ਸ਼੍ਰੋਮਣੀ ਅਕਾਲੀ [770, 1168, 1363, 1195]
masthead-rule [38, 117, 1502, 120]
byline: ਪੈਗਾਮ-ਏ-ਜਗਤ/ਗੜ੍ਹਸ਼ੰਕਰ (ਬਲਵੀਰ ਚੌਪੜਾ) [770, 1841, 990, 1856]
article-body: ਹੇਠ ਹੋ ਰਹੀ ਇਸ ਮੀਟਿੰਗ ਵਿੱਚ ਵਿਧਾਨ ਸਭਾ ਹਲਕਾ ਗੜ੍ਹਸ਼ੰਕਰ ਤੋਂ ਪਾਰਟੀ ਵਰਕਰ ਇਕਬਾਲ ਸਿੰਘ ਖੇੜਾ ਦੀ ਅਗਵਾਈ ਵਿੱਚ ਸ਼ਾਮਲ ਹੋਣਗੇ। ਇਸ ਮੌਕੇ ਹਰਪ੍ਰੀਤ ਸਿੰਘ ਰਿੰਕੂ ਬੇਦੀ ਨੇ ਕਿਹਾ ਕਿ ਪਾਰਟੀ ਵਰਕਰ ਚਟਾਨ ਵਾਂਗ ਸੁਖਬੀਰ ਸਿੰਘ ਬਾਦਲ ਨਾਲ [993, 1511, 1240, 1572]
article-body: ਸਿਹਤ ਸੰਸਥਾਵਾਂ ਵਿੱਚ ਦਿੱਤੀਆਂ ਜਾ ਰਹੀਆਂ ਸਿਹਤ ਸਹੂਲਤਾਂ ਦਾ ਜਾਇਜ਼ਾ ਲੈਣ ਲਈ ਸਿਵਲ ਸਰਜਨ ਹੁਸ਼ਿਆਰਪੁਰ ਡਾ. ਬਲਵਿੰਦਰ ਕੁਮਾਰ ਡਮਾਣਾ ਵੱਲੋਂ ਐਸ.ਡੀ.ਐਚ. ਦਸੂਹਾ, ਐਸ.ਡੀ.ਐਚ. ਮੁਕੇਰੀਆਂ ਅਤੇ ਸੀ.ਐਚ.ਸੀ. ਹਾਜੀਪੁਰ ਦਾ ਦੌਰਾ ਕੀਤਾ ਗਿਆ। ਉਨ੍ਹਾਂ ਵੱਲੋਂ ਦਵਾਈਆਂ ਦਾ ਸਟਾਕ ਅਤੇ ਸਾਫ਼ ਸਫ਼ਾਈ ਦਾ ਵਿਸ਼ੇਸ਼ ਤੌਰ ਤੇ ਜਾਇਜ਼ਾ ਲਿਆ ਗਿਆ। ਇਸ ਮੌਕੇ ਉਹਨਾਂ ਦੇ ਨਾਲ ਡੀ.ਐਮ.ਸੀ. ਡਾ. ਭੁਪਿੰਦਰ ਸਿੰਘ ਅਤੇ ਡਾ. ਸਤਿਨਾਮ ਸਿੰਘ ਵੀ ਹਾਜ਼ਰ ਸਨ। ਉਹਨਾਂ ਹਦਾਇਤ ਕੀਤੀ ਕਿ ਆਯੁਸ਼ਮਾਨ ਭਾਰਤ ਸਰਬੱਤ ਸਿਹਤ ਬੀਮਾ ਯੋਜਨਾ ਤਹਿਤ ਯੋਗ ਲਾਭਪਾਤਰੀਆਂ ਨੂੰ ਇਲਾਜ ਦੀ ਸਹੂਲਤ ਦਿੱਤੀ ਜਾਵੇ। [46, 604, 216, 829]
footer-disclaimer: 'ਪੈਗਾਮ-ਏ-ਜਗਤ' 'ਚ ਪ੍ਰਕਾਸ਼ਿਤ ਸਮੱਗਰੀ ਅਤੇ ਹੋਰ ਵਾਦ-ਵਿਵਾਦ ਸੰਬੰਧੀ ਕੇਸਾਂ ਦਾ ਨਿਪਟਾਰਾ ਸਿਰਫ਼ ਮੁਹਾਲੀ (ਚੰਡੀਗੜ੍ਹ) ਕੋਰਟ ਵਿੱਚ ਹੀ ਹੋਵੇਗਾ। ਲੇਖਕਾਂ ਦੀ ਰਾਏ ਨਾਲ ਸੰਪਾਦਕ ਦਾ ਸਹਿਮਤ ਹੋਣਾ ਜ਼ਰੂਰੀ ਨਹੀਂ। -ਸੰਪਾਦਕ, ਪੈਗਾਮ-ਏ-ਜਗਤ [0, 2347, 1540, 2380]
article-body: ਪੰਜਾਬ ਰਾਜ ਮੁਹਾਰਤ ਖੋਜ ਪ੍ਰੀਖਿਆ ਅਤੇ ਨੈਸ਼ਨਲ ਮੀਨਜ਼ ਕਮ ਮੈਰਿਟ ਸਕਾਲਰਸ਼ਿਪ ਸਕੀਮ 2023-24 ਲਈ ਕਰਵਾਈ ਗਈ। ਜਿਸ ਵਿੱਚ ਜ਼ਿਲ੍ਹੇ ਦੇ 159 ਵਿਦਿਆਰਥੀ ਮੈਰਿਟ ਸਕਾਲਰਸ਼ਿਪ ਸੂਚੀ ਵਿੱਚ ਸ਼ਾਮਲ ਹੋਏ। ਜ਼ਿਲ੍ਹਾ ਸਿੱਖਿਆ ਅਫ਼ਸਰ ਸੈਕੰਡਰੀ ਗੁਰਿੰਦਰਜੀਤ ਕੌਰ ਨੇ ਦੱਸਿਆ ਕਿ ਜ਼ਿਲ੍ਹੇ ਦੇ 10ਵੀਂ ਜਮਾਤ ਦੇ 1999 ਵਿਦਿਆਰਥੀਆਂ ਨੇ ਇਸ ਪ੍ਰੀਖਿਆ ਲਈ ਫਾਰਮ ਭਰੇ ਸਨ, ਜਿਨ੍ਹਾਂ ਵਿੱਚੋਂ 1672 ਵਿਦਿਆਰਥੀਆਂ ਨੇ ਮੁਕਾਬਲੇ ਲਈ ਭਾਗ ਲਿਆ ਸੀ। ਇਸੇ ਤਰ੍ਹਾਂ 8ਵੀਂ ਜਮਾਤ ਦੇ 2990 ਵਿਦਿਆਰਥੀਆਂ ਨੇ ਪ੍ਰੀਖਿਆ ਲਈ ਫਾਰਮ ਭਰੇ ਸਨ। [762, 226, 1009, 370]
byline: ਪੈਗਾਮ-ਏ-ਜਗਤ/ਹੁਸ਼ਿਆਰਪੁਰ (ਸਤਨਾਮ ਸਿੰਘ ਸਹੂੰਗੜਾ) [770, 571, 986, 604]
article-body: ਜਾਵੇਗਾ। ਐਸ.ਡੀ.ਐਮ ਨੇ ਦੱਸਿਆ ਕਿ ਕੁਝ ਮਹੀਨਿਆਂ ਵਿੱਚ ਹੀ ਤਹਿਸੀਲ ਪ੍ਰਿਸ਼ਦ ਦਾ ਪੂਰਨ ਨਿਰਮਾਣ ਹੋ ਜਾਵੇਗਾ ਅਤੇ ਲੋਕਾਂ ਨੂੰ ਸਾਰੀਆਂ ਸੇਵਾਵਾਂ ਇੱਕੋ ਥਾਂ ਮਿਲਣਗੀਆਂ। ਇਸ ਕੰਪਲੈਕਸ ਵਿੱਚ ਕੋਰਟ, ਤਹਿਸੀਲਦਾਰ ਦਫ਼ਤਰ, ਕਚਹਿਰੀਆਂ, ਸਰਾਂ ਅਤੇ ਲਾਇਬ੍ਰੇਰੀ ਆਦਿ ਬਣਾਏ ਜਾਣਗੇ। [1232, 926, 1502, 1004]
divider [762, 816, 1502, 818]
article-body: ਡਿਪਟੀ ਕਮਿਸ਼ਨਰ ਕੋਮਲ ਮਿੱਤਲ ਨੇ ਕਿਹਾ ਕਿ ਜ਼ਿਲ੍ਹੇ ਵਿੱਚ ਸੰਭਾਵੀ ਹੜ੍ਹਾਂ ਨਾਲ ਨਜਿੱਠਣ ਲਈ ਕੋਈ ਕਸਰ ਬਾਕੀ ਨਹੀਂ ਛੱਡੀ ਜਾਵੇਗੀ। ਉਹ ਅੱਜ ਪਿੰਡ ਤਲਵੰਡੀ ਡੱਡੀਆਂ ਵਿਖੇ ਬਿਆਸ ਦਰਿਆ ਦੇ ਧੁੱਸੀ ਬੰਨ੍ਹ ਦਾ ਨਿਰੀਖਣ ਕਰ ਰਹੇ ਸਨ। [46, 1780, 277, 1842]
photo-party-workers [770, 1247, 1502, 1501]
headline: ਪੰਜਾਬ ਰਾਜ ਨਿਪੁੰਨਤਾ ਖੋਜ ਪ੍ਰੀਖਿਆ ਦੇ ਨਤੀਜੇ ਐਲਾਨੇ ਗਏ [762, 139, 1385, 172]
pull-quote: ਪਾਰਟੀ ਵਰਕਰ ਚਟਾਨ ਵਾਂਗ ਸੁਖਬੀਰ ਸਿੰਘ ਬਾਦਲ ਨਾਲ ਖੜ੍ਹੇ ਹਰਪ੍ਰੀਤ ਸਿੰਘ ਰਿੰਕੂ ਬੇਦੀ [993, 1578, 1240, 1686]
article-body: ਕੋਮਲ ਮਿੱਤਲ ਨੇ ਜ਼ਿਲ੍ਹਾ ਵਾਸੀਆਂ ਨੂੰ ਸਾਵਧਾਨੀ ਅਪਣਾਉਣ ਦੀ ਅਪੀਲ ਕਰਦਿਆਂ ਕਿਹਾ ਕਿ ਉਹ ਡੈਮਾਂ, ਦਰਿਆਵਾਂ ਅਤੇ ਹੇਠਲੇ ਇਲਾਕਿਆਂ ਤੋਂ ਦੂਰ ਰਹਿਣ। ਕਿਸੇ ਵੀ ਐਮਰਜੈਂਸੀ ਦੀ ਸਥਿਤੀ ਵਿੱਚ ਕੰਟਰੋਲ ਰੂਮ ਨਾਲ ਸੰਪਰਕ ਕੀਤਾ ਜਾ ਸਕਦਾ ਹੈ। [524, 1743, 755, 1822]
